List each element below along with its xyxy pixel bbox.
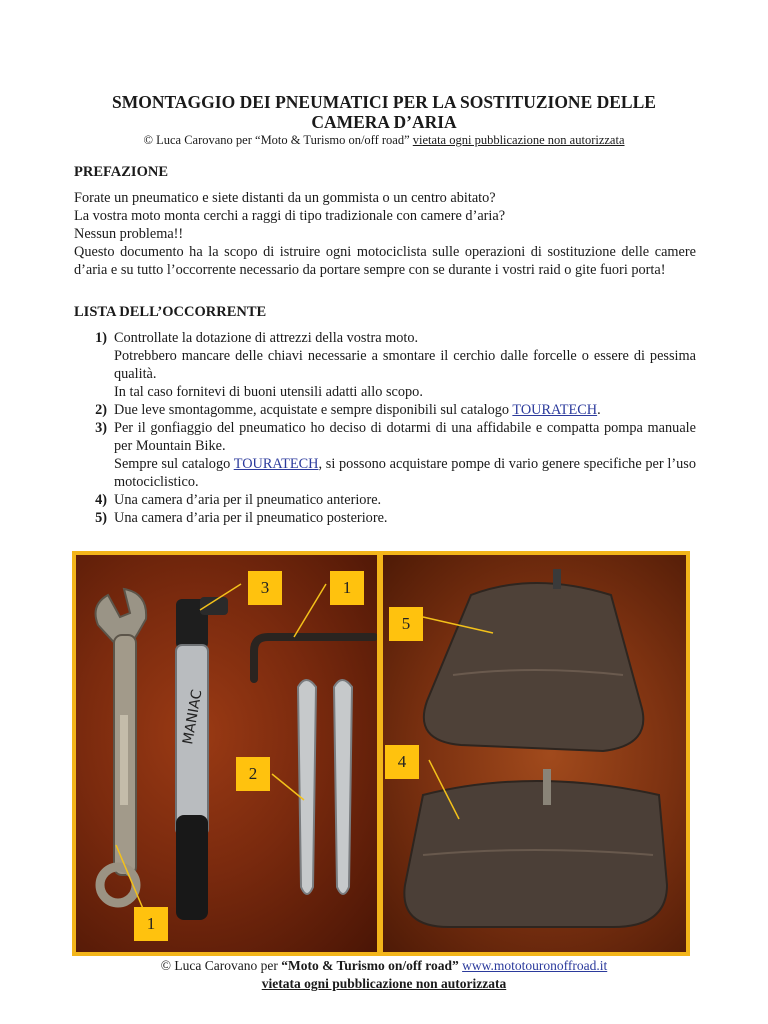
photo-label: 1 bbox=[330, 571, 364, 605]
list-item bbox=[74, 329, 696, 401]
list-text: Sempre sul catalogo bbox=[114, 456, 234, 472]
bike-pump-icon bbox=[176, 597, 228, 920]
touratech-link[interactable]: TOURATECH bbox=[512, 402, 598, 418]
allen-key-icon bbox=[254, 637, 374, 679]
photo-label: 1 bbox=[134, 907, 168, 941]
svg-text:MANIAC: MANIAC bbox=[180, 688, 206, 746]
list-number: 5) bbox=[95, 510, 107, 526]
front-inner-tube-icon bbox=[404, 769, 667, 927]
tubes-photo-panel bbox=[383, 555, 686, 952]
tire-levers-icon bbox=[298, 680, 352, 894]
photo-label: 5 bbox=[389, 607, 423, 641]
preface-line: La vostra moto monta cerchi a raggi di tipo tradizionale con camere d’aria? bbox=[74, 208, 506, 224]
preface-heading: PREFAZIONE bbox=[74, 164, 168, 180]
list-text: Una camera d’aria per il pneumatico posteriore. bbox=[114, 510, 388, 526]
list-number: 1) bbox=[95, 330, 107, 346]
footer-brand: “Moto & Turismo on/off road” bbox=[281, 958, 459, 973]
preface-line: Questo documento ha la scopo di istruire ogni motociclista sulle operazioni di sostituzione delle camere d’aria e su tutto l’occorrente necessario da portare sempre con se durante i vostri raid o gite fuori porta! bbox=[74, 244, 696, 278]
list-text: In tal caso fornitevi di buoni utensili adatti allo scopo. bbox=[114, 384, 423, 400]
list-text: Per il gonfiaggio del pneumatico ho deciso di dotarmi di una affidabile e compatta pompa manuale per Mountain Bike. bbox=[114, 420, 696, 454]
tools-photo-panel bbox=[76, 555, 377, 952]
list-number: 4) bbox=[95, 492, 107, 508]
preface-line: Forate un pneumatico e siete distanti da un gommista o un centro abitato? bbox=[74, 190, 496, 206]
list-text: Controllate la dotazione di attrezzi della vostra moto. bbox=[114, 330, 419, 346]
equipment-list bbox=[74, 329, 696, 527]
footer-notice: vietata ogni pubblicazione non autorizzata bbox=[261, 976, 507, 991]
photo-label: 3 bbox=[248, 571, 282, 605]
copyright-line bbox=[74, 132, 694, 148]
list-heading: LISTA DELL’OCCORRENTE bbox=[74, 304, 267, 320]
copyright-notice: vietata ogni pubblicazione non autorizzata bbox=[412, 133, 625, 147]
document-title: SMONTAGGIO DEI PNEUMATICI PER LA SOSTITUZIONE DELLE CAMERA D’ARIA bbox=[112, 92, 656, 132]
page-footer bbox=[74, 957, 694, 993]
list-item bbox=[74, 491, 696, 509]
rear-inner-tube-icon bbox=[424, 569, 643, 751]
footer-website-link[interactable]: www.mototouronoffroad.it bbox=[462, 958, 608, 973]
equipment-photo bbox=[72, 551, 690, 956]
list-text: Potrebbero mancare delle chiavi necessarie a smontare il cerchio dalle forcelle o essere di pessima qualità. bbox=[114, 348, 696, 382]
list-number: 3) bbox=[95, 420, 107, 436]
footer-author: © Luca Carovano per bbox=[160, 958, 282, 973]
list-text: Una camera d’aria per il pneumatico anteriore. bbox=[114, 492, 382, 508]
list-text: , si possono acquistare pompe di vario genere specifiche per l’uso motociclistico. bbox=[114, 456, 696, 490]
copyright-author: © Luca Carovano per “Moto & Turismo on/off road” bbox=[143, 133, 410, 147]
photo-label: 2 bbox=[236, 757, 270, 791]
list-item bbox=[74, 401, 696, 419]
list-text: . bbox=[597, 402, 601, 418]
list-number: 2) bbox=[95, 402, 107, 418]
preface-body bbox=[74, 189, 696, 279]
list-item bbox=[74, 419, 696, 491]
preface-line: Nessun problema!! bbox=[74, 226, 184, 242]
list-item bbox=[74, 509, 696, 527]
list-text: Due leve smontagomme, acquistate e sempre disponibili sul catalogo bbox=[114, 402, 513, 418]
touratech-link[interactable]: TOURATECH bbox=[233, 456, 319, 472]
photo-label: 4 bbox=[385, 745, 419, 779]
